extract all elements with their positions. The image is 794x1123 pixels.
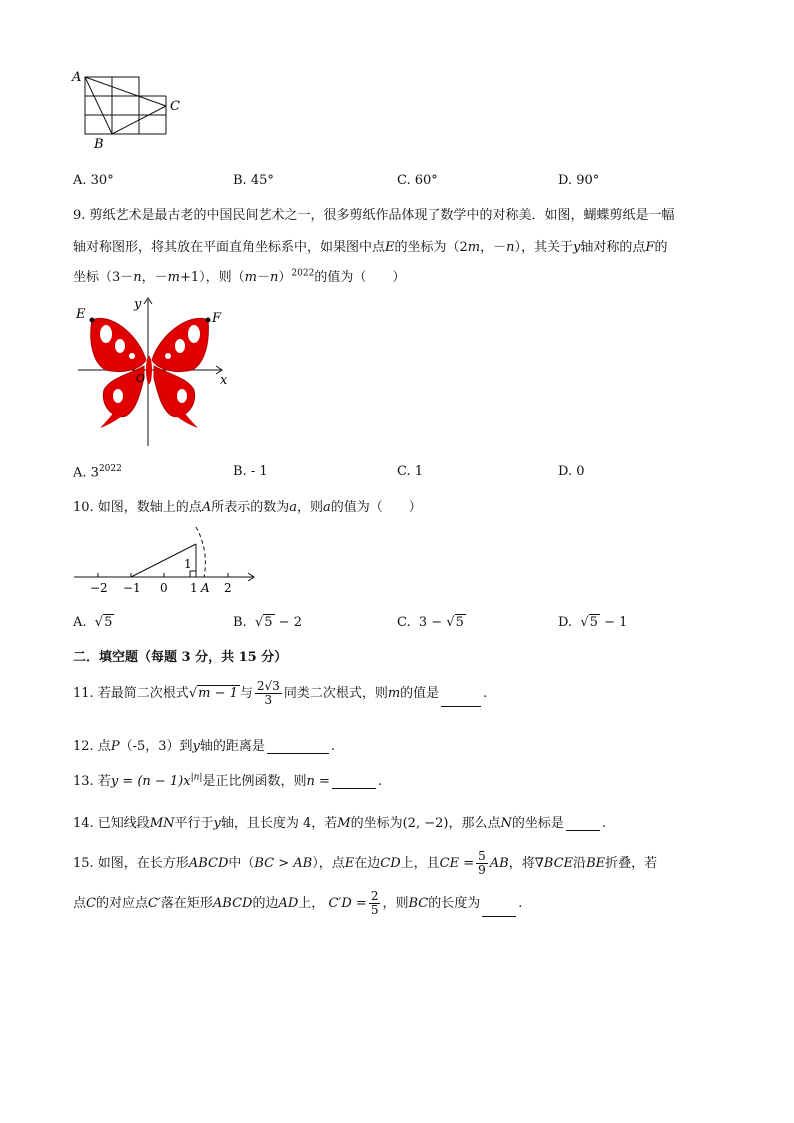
q14-segment-mn: MN [149, 816, 175, 831]
q12-text: （-5，3）到 [119, 739, 193, 754]
fig9-label-x: x [220, 373, 228, 388]
q15-point-c-prime: C′ [147, 896, 161, 911]
q13-exponent: |n| [190, 772, 203, 783]
q11-text: 的值是 [400, 686, 440, 701]
q12-period: . [330, 739, 336, 754]
q15-text: 的长度为 [428, 896, 481, 911]
q15-line-2 [73, 890, 522, 917]
q12-text: 12. 点 [73, 739, 111, 754]
q15-text: 在边 [354, 856, 381, 871]
fig9-label-y: y [134, 297, 142, 312]
q9-text: 轴对称的点 [580, 240, 646, 255]
fig10-tick-neg1: −1 [123, 581, 141, 595]
q15-text: 折叠，若 [605, 856, 658, 871]
q15-numerator-2: 2 [370, 889, 379, 903]
q11-period: . [483, 686, 488, 701]
q15-text: 的边 [252, 896, 279, 911]
q15-text: 上，且 [400, 856, 440, 871]
q14-period: . [601, 816, 606, 831]
q10-option-d-tail: − 1 [604, 615, 628, 630]
q10-radicand: 5 [589, 615, 598, 630]
q15-rect-abcd: ABCD [188, 856, 229, 871]
q9-point-e: E [385, 240, 395, 255]
q12-answer-blank[interactable] [267, 741, 329, 754]
q15-side-cd: CD [380, 856, 401, 871]
q13-text: 13. 若 [73, 774, 111, 789]
q13-line [73, 770, 382, 789]
q11-var-m: m [387, 686, 401, 701]
fig10-label-a: A [201, 581, 210, 595]
q9-option-a-exp: 2022 [98, 464, 122, 474]
q13-var-n: n = [306, 774, 330, 789]
q15-text: ，将 [508, 856, 535, 871]
q15-point-c: C [86, 896, 96, 911]
fig9-label-f: F [212, 311, 222, 326]
q14-text: 的坐标是 [511, 816, 564, 831]
q10-number-line-figure [68, 522, 264, 598]
fig10-tick-1: 1 [190, 581, 198, 595]
q8-option-a: A. 30° [73, 173, 114, 188]
q8-option-d: D. 90° [558, 173, 600, 188]
fig8-label-b: B [94, 137, 104, 152]
fig10-tick-neg2: −2 [90, 581, 108, 595]
q10-option-a: A. √5 [73, 615, 113, 630]
q14-point-m: M [337, 816, 351, 831]
fig9-label-e: E [76, 307, 86, 322]
q15-denominator-1: 9 [478, 863, 486, 877]
q9-option-b: B. - 1 [233, 464, 268, 479]
q13-period: . [377, 774, 383, 789]
q9-option-c: C. 1 [397, 464, 424, 479]
q13-text: 是正比例函数，则 [202, 774, 307, 789]
q14-answer-blank[interactable] [566, 818, 600, 831]
q14-text: 平行于 [174, 816, 214, 831]
q15-text: ），点 [312, 856, 345, 871]
q14-text: ，那么点 [448, 816, 501, 831]
q10-option-label: D. [558, 615, 573, 630]
q12-var-y: y [192, 739, 200, 754]
q13-expression: y = (n − 1)x [110, 774, 191, 789]
q14-var-y: y [213, 816, 221, 831]
q9-var-m: m [244, 270, 257, 285]
q11-radicand: m − 1 [198, 686, 238, 701]
q15-period: . [518, 896, 523, 911]
q15-ce: CE = [439, 856, 475, 871]
q15-side-ab: AB [489, 856, 509, 871]
q15-rect-abcd: ABCD [212, 896, 253, 911]
q15-point-e: E [344, 856, 355, 871]
q15-text: 中（ [228, 856, 255, 871]
q10-var-a: a [323, 500, 331, 515]
q11-text: 与 [239, 686, 253, 701]
q9-text: ），其关于 [514, 240, 574, 255]
fig8-label-c: C [170, 99, 180, 114]
q12-text: 轴的距离是 [199, 739, 265, 754]
q15-text: ，则 [382, 896, 409, 911]
q15-side-ad: AD [278, 896, 299, 911]
q10-option-c-head: 3 − [418, 615, 443, 630]
q9-point-f: F [645, 240, 655, 255]
q9-text: +1），则（ [180, 270, 245, 285]
q15-text: 上， [298, 896, 325, 911]
q9-exponent: 2022 [291, 268, 315, 279]
fig10-tick-2: 2 [224, 581, 232, 595]
q9-var-y: y [573, 240, 581, 255]
q14-point-n: N [500, 816, 512, 831]
section-2-heading: 二．填空题（每题 3 分，共 15 分） [73, 650, 288, 665]
q10-radicand: 5 [104, 615, 113, 630]
q9-text: 的值为（ ） [314, 270, 406, 285]
q15-text: 点 [73, 896, 87, 911]
q9-text: ） [278, 270, 292, 285]
q13-answer-blank[interactable] [332, 776, 376, 789]
q10-point-a: A [201, 500, 212, 515]
q11-answer-blank[interactable] [441, 694, 481, 707]
q11-line: 11. 若最简二次根式√m − 1 与 $\frac{2√3}{3}$ 同类二次根式，则m的值是 . [73, 679, 488, 707]
q11-text: 同类二次根式，则 [283, 686, 388, 701]
q15-numerator-1: 5 [478, 849, 486, 863]
q15-text: 的对应点 [95, 896, 148, 911]
q9-var-n: n [506, 240, 515, 255]
q9-line-2 [73, 236, 667, 255]
q10-text: 所表示的数为 [211, 500, 290, 515]
q15-triangle: ∇BCE [534, 856, 574, 871]
q10-text: ，则 [296, 500, 323, 515]
q9-var-m: m [167, 270, 180, 285]
q11-denominator: 3 [264, 693, 273, 707]
q10-radicand: 5 [455, 615, 464, 630]
q14-coordinate: (2, −2) [402, 816, 449, 831]
q9-option-a [73, 464, 122, 480]
q9-line-1: 9. 剪纸艺术是最古老的中国民间艺术之一，很多剪纸作品体现了数学中的对称美．如图，蝴蝶剪纸是一幅 [73, 208, 675, 223]
q14-text: 14. 已知线段 [73, 816, 150, 831]
q10-text: 的值为（ ） [330, 500, 422, 515]
q9-var-m: m [467, 240, 481, 255]
q15-side-bc: BC [408, 896, 429, 911]
q9-var-n: n [133, 270, 142, 285]
q9-var-n: n [270, 270, 279, 285]
q9-option-a-text: A. 3 [73, 465, 99, 481]
q9-text: 的坐标为（2 [394, 240, 468, 255]
q15-line-1 [73, 850, 657, 877]
q10-option-label: C. [397, 615, 411, 630]
q10-option-c: C. 3 − √5 [397, 615, 464, 630]
q9-text: ，－ [141, 270, 168, 285]
q15-fraction-1 [476, 850, 488, 877]
q10-radicand: 5 [264, 615, 273, 630]
q12-point-p: P [110, 739, 120, 754]
q9-butterfly-figure [70, 294, 240, 454]
q15-text: 15. 如图，在长方形 [73, 856, 189, 871]
fig10-label-one: 1 [184, 557, 192, 571]
q15-answer-blank[interactable] [482, 904, 516, 917]
q10-text: 10. 如图，数轴上的点 [73, 500, 202, 515]
q10-option-b: B. √5 − 2 [233, 615, 302, 630]
q9-line-3 [73, 266, 405, 285]
q15-fraction-2 [369, 890, 381, 917]
q10-option-label: B. [233, 615, 247, 630]
fig9-label-o: O [136, 372, 146, 385]
q9-text: － [257, 270, 271, 285]
q15-text: 落在矩形 [160, 896, 213, 911]
fig8-label-a: A [72, 70, 82, 85]
q9-text: 轴对称图形，将其放在平面直角坐标系中，如果图中点 [73, 240, 386, 255]
q10-option-b-tail: − 2 [278, 615, 302, 630]
q15-text: 沿 [573, 856, 587, 871]
q11-fraction [255, 680, 282, 707]
q8-grid-figure [66, 68, 186, 152]
q15-cd-length: C′D = [328, 896, 367, 911]
q14-text: 轴，且长度为 4，若 [220, 816, 338, 831]
q10-var-a: a [289, 500, 297, 515]
q8-option-b: B. 45° [233, 173, 274, 188]
q8-option-c: C. 60° [397, 173, 438, 188]
q9-option-d: D. 0 [558, 464, 585, 479]
fig10-tick-0: 0 [160, 581, 168, 595]
q10-option-d: D. √5 − 1 [558, 615, 628, 630]
q11-numerator: 2√3 [256, 679, 280, 693]
q11-text: 11. 若最简二次根式 [73, 686, 189, 701]
q9-text: 的 [654, 240, 668, 255]
q10-line [73, 496, 422, 515]
q10-option-label: A. [73, 615, 87, 630]
q12-line [73, 735, 335, 754]
q14-line [73, 812, 606, 831]
q15-inequality: BC > AB [254, 856, 313, 871]
q15-line-be: BE [586, 856, 606, 871]
q15-denominator-2: 5 [370, 903, 379, 917]
q9-text: 坐标（3－ [73, 270, 134, 285]
q9-text: ，－ [480, 240, 507, 255]
q14-text: 的坐标为 [350, 816, 403, 831]
